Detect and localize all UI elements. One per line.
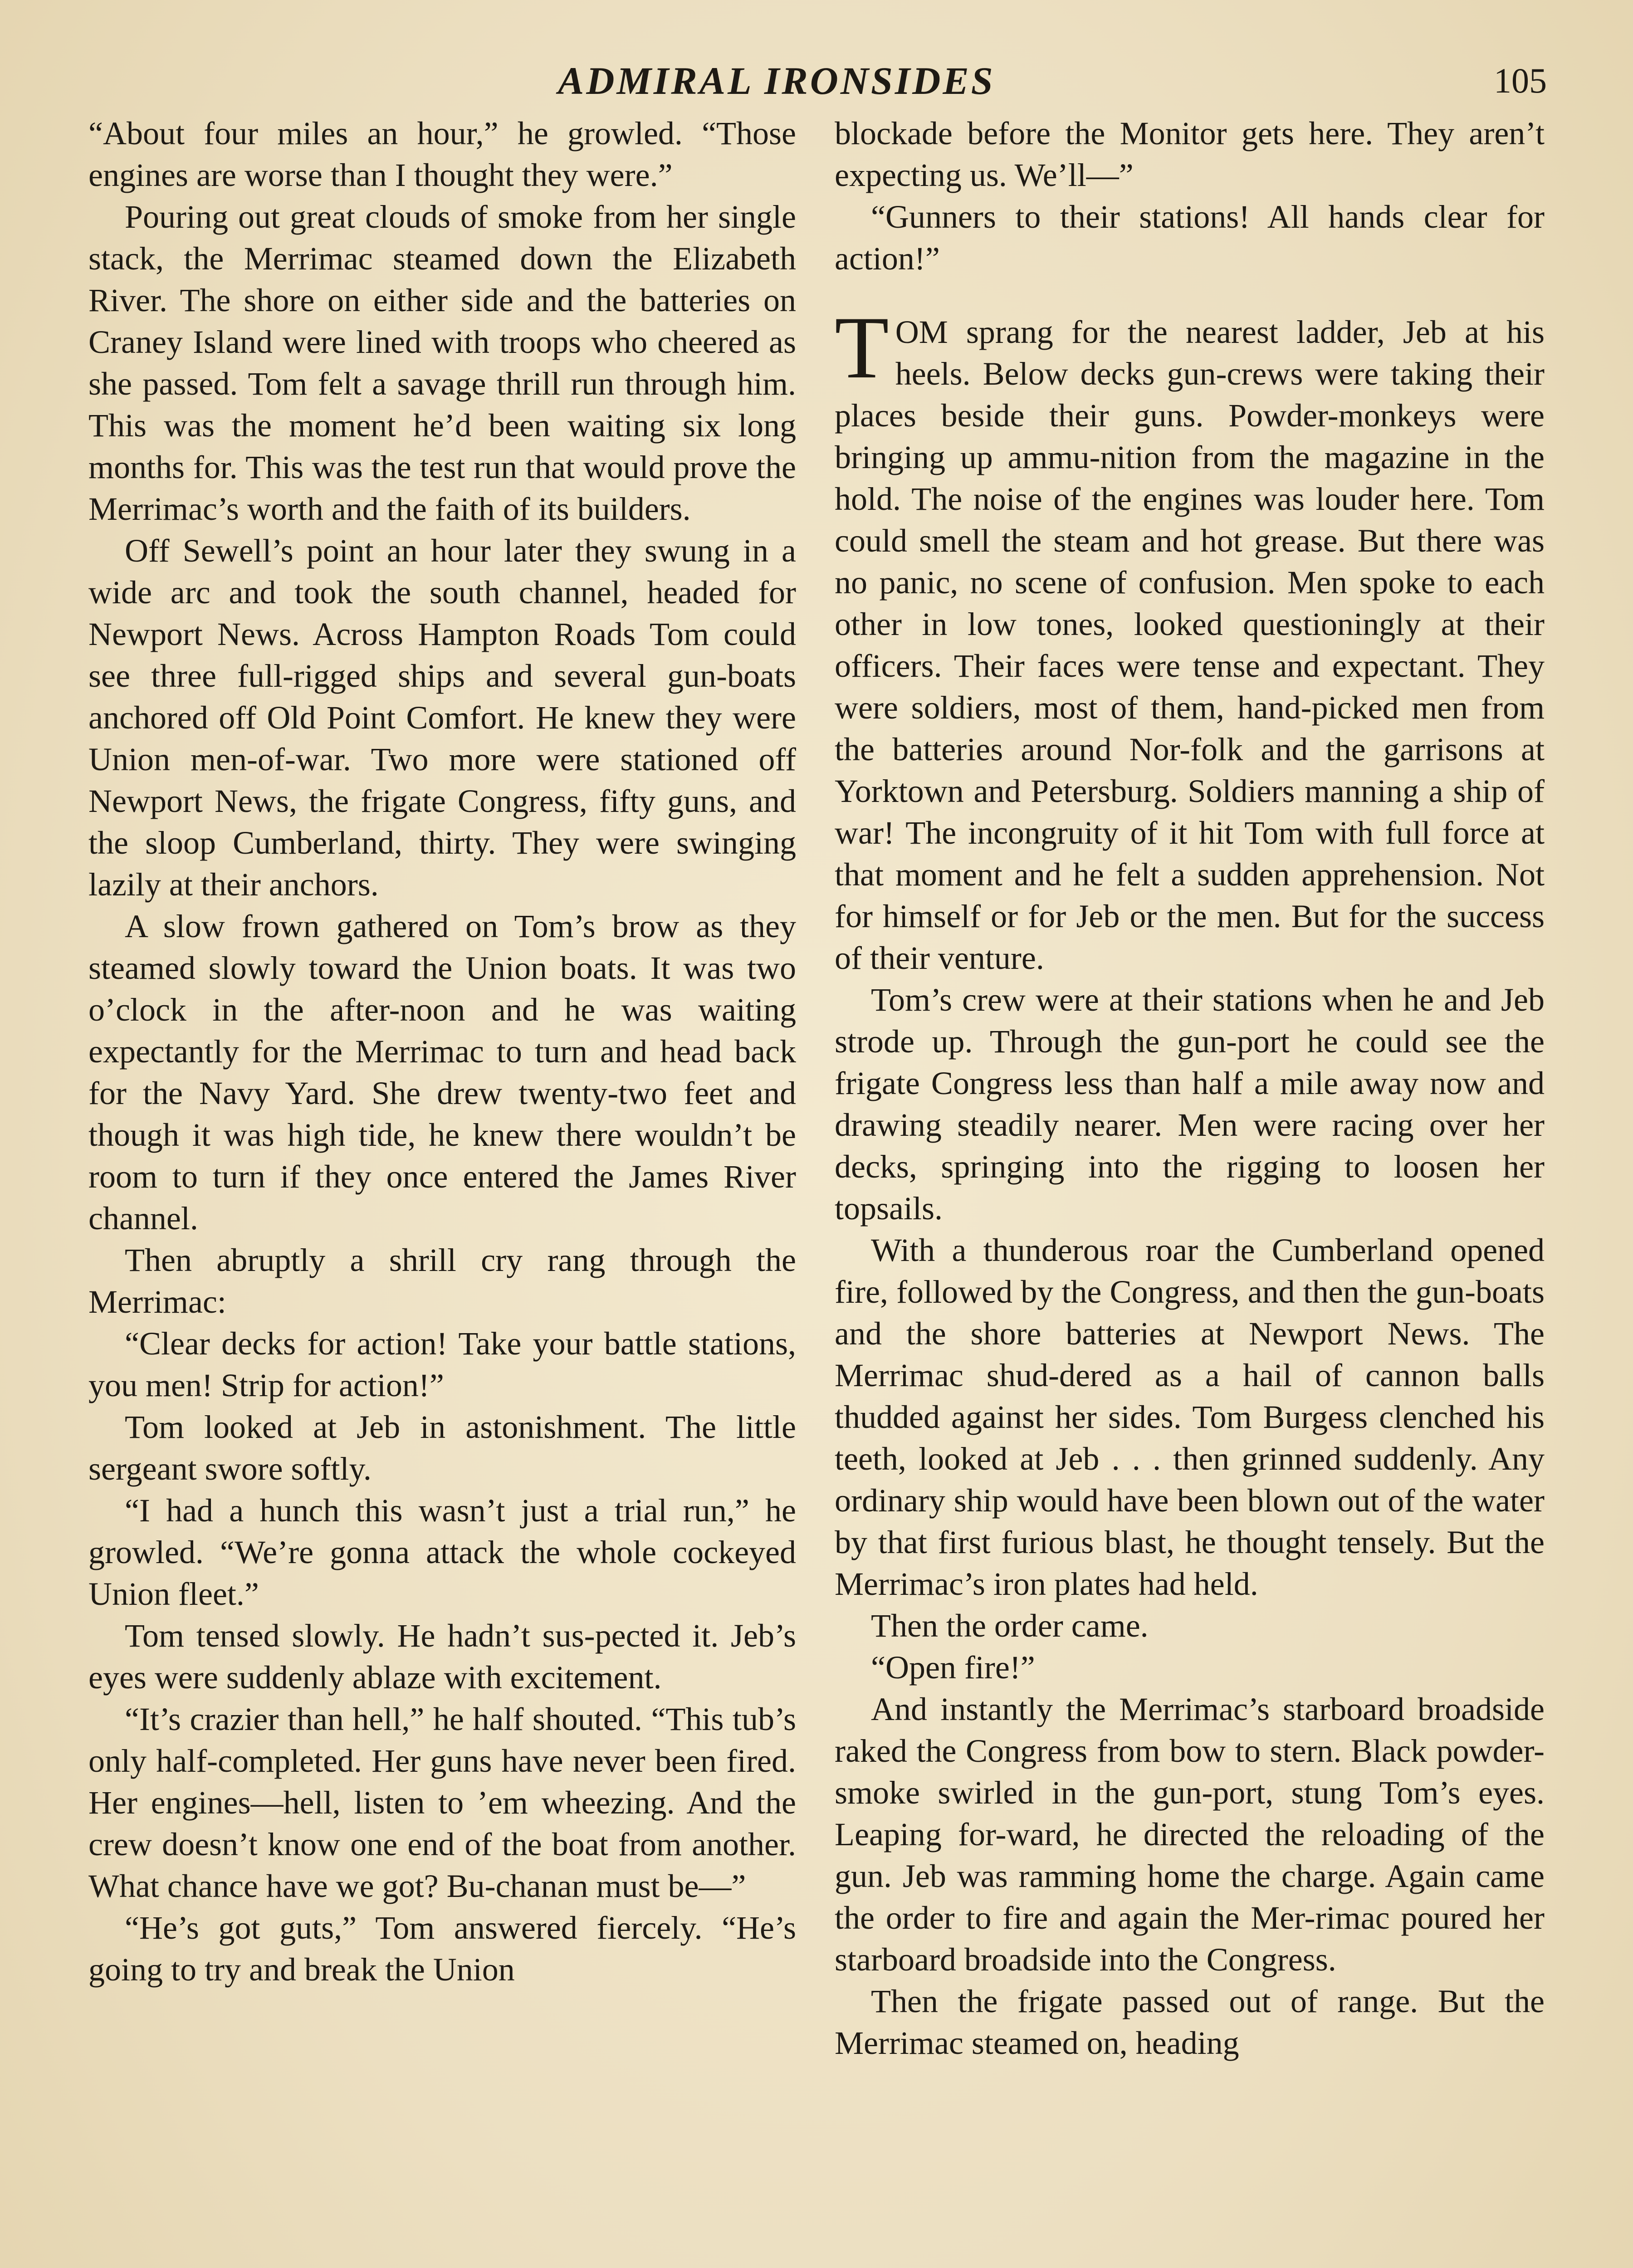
paragraph: “Open fire!”	[871, 1649, 1035, 1686]
page-header	[558, 54, 1547, 108]
paragraph-text: sprang for the nearest ladder, Jeb at his heels. Below decks gun-crews were taking their places beside their guns. Powder-monkeys were bringing up ammu-nition from the magazine in the hold. The noise of the engines was louder here. Tom could smell the steam and hot grease. But there was no panic, no scene of confusion. Men spoke to each other in low tones, looked questioningly at their officers. Their faces were tense and expectant. They were soldiers, most of them, hand-picked men from the batteries around Nor-folk and the garrisons at Yorktown and Petersburg. Soldiers manning a ship of war! The incongruity of it hit Tom with full force at that moment and he felt a sudden apprehension. Not for himself or for Jeb or the men. But for the success of their venture.	[835, 314, 1545, 976]
paragraph: Pouring out great clouds of smoke from her single stack, the Merrimac steamed down the Elizabeth River. The shore on either side and the batteries on Craney Island were lined with troops who cheered as she passed. Tom felt a savage thrill run through him. This was the moment he’d been waiting six long months for. This was the test run that would prove the Merrimac’s worth and the faith of its builders.	[88, 199, 796, 527]
paragraph: blockade before the Monitor gets here. They aren’t expecting us. We’ll—”	[835, 115, 1545, 193]
paragraph: A slow frown gathered on Tom’s brow as they steamed slowly toward the Union boats. It was two o’clock in the after-noon and he was waiting expectantly for the Merrimac to turn and head back for the Navy Yard. She drew twenty-two feet and though it was high tide, he knew there wouldn’t be room to turn if they once entered the James River channel.	[88, 908, 796, 1237]
paragraph: Then the order came.	[871, 1608, 1149, 1644]
page-number: 105	[1494, 61, 1547, 100]
paragraph: With a thunderous roar the Cumberland opened fire, followed by the Congress, and then the gun-boats and the shore batteries at Newport News. The Merrimac shud-dered as a hail of cannon balls thudded against her sides. Tom Burgess clenched his teeth, looked at Jeb . . . then grinned suddenly. Any ordinary ship would have been blown out of the water by that first furious blast, he thought tensely. But the Merrimac’s iron plates had held.	[835, 1232, 1545, 1602]
drop-cap: T	[835, 298, 889, 397]
paragraph: Tom’s crew were at their stations when he and Jeb strode up. Through the gun-port he could see the frigate Congress less than half a mile away now and drawing steadily nearer. Men were racing over her decks, springing into the rigging to loosen her topsails.	[835, 982, 1545, 1227]
paragraph: “He’s got guts,” Tom answered fiercely. “He’s going to try and break the Union	[88, 1910, 796, 1988]
paragraph: “Gunners to their stations! All hands clear for action!”	[835, 199, 1545, 277]
paragraph: “It’s crazier than hell,” he half shouted. “This tub’s only half-completed. Her guns have never been fired. Her engines—hell, listen to ’em wheezing. And the crew doesn’t know one end of the boat from another. What chance have we got? Bu-chanan must be—”	[88, 1701, 796, 1904]
section-opening-paragraph	[835, 298, 1545, 979]
paragraph: “I had a hunch this wasn’t just a trial run,” he growled. “We’re gonna attack the whole cockeyed Union fleet.”	[88, 1492, 796, 1612]
paragraph: “About four miles an hour,” he growled. “Those engines are worse than I thought they were.”	[88, 115, 796, 193]
paragraph: And instantly the Merrimac’s starboard broadside raked the Congress from bow to stern. Black powder-smoke swirled in the gun-port, stung Tom’s eyes. Leaping for-ward, he directed the reloading of the gun. Jeb was ramming home the charge. Again came the order to fire and again the Mer-rimac poured her starboard broadside into the Congress.	[835, 1691, 1545, 1978]
running-title: ADMIRAL IRONSIDES	[558, 59, 995, 103]
right-column	[835, 112, 1545, 2064]
paragraph: Off Sewell’s point an hour later they swung in a wide arc and took the south channel, headed for Newport News. Across Hampton Roads Tom could see three full-rigged ships and several gun-boats anchored off Old Point Comfort. He knew they were Union men-of-war. Two more were stationed off Newport News, the frigate Congress, fifty guns, and the sloop Cumberland, thirty. They were swinging lazily at their anchors.	[88, 533, 796, 903]
paragraph: Then abruptly a shrill cry rang through the Merrimac:	[88, 1242, 796, 1320]
paragraph: Then the frigate passed out of range. But the Merrimac steamed on, heading	[835, 1983, 1545, 2061]
drop-cap-lead: OM	[895, 314, 948, 350]
paragraph: “Clear decks for action! Take your battle stations, you men! Strip for action!”	[88, 1325, 796, 1403]
left-column	[88, 112, 796, 1990]
paragraph: Tom looked at Jeb in astonishment. The little sergeant swore softly.	[88, 1409, 796, 1487]
paragraph: Tom tensed slowly. He hadn’t sus-pected it. Jeb’s eyes were suddenly ablaze with excitement.	[88, 1618, 796, 1696]
